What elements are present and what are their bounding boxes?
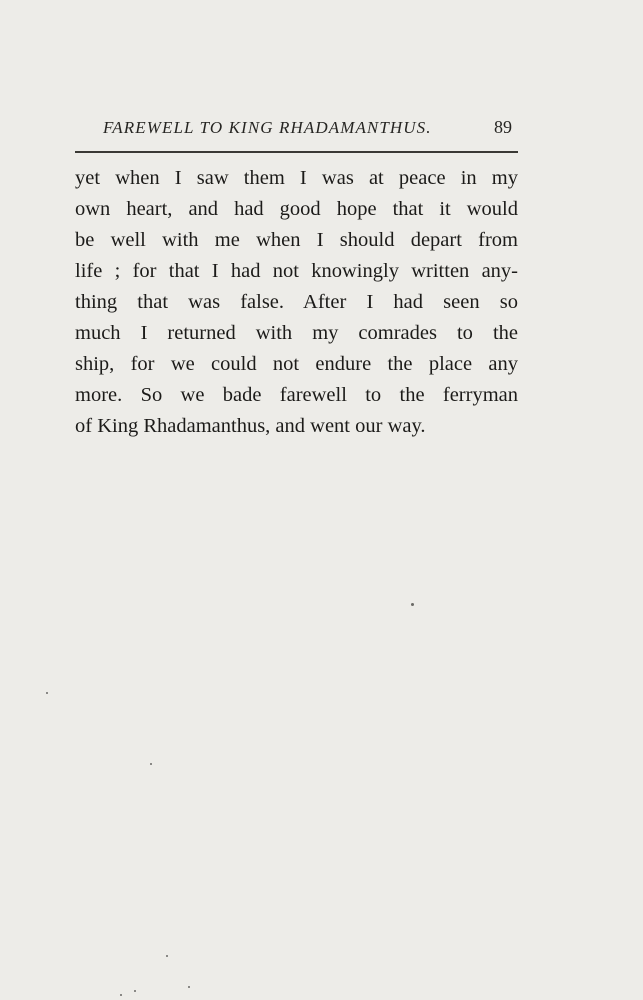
text-line: much I returned with my comrades to the [75,322,518,344]
paper-speck [120,994,122,996]
paper-speck [150,763,152,765]
text-line: more. So we bade farewell to the ferryman [75,384,518,406]
paper-speck [188,986,190,988]
header-rule [75,151,518,153]
paper-speck [46,692,48,694]
body-text [75,163,518,442]
text-line: thing that was false. After I had seen so [75,291,518,313]
page-number: 89 [494,117,512,137]
text-line: of King Rhadamanthus, and went our way. [75,415,426,437]
text-line: ship, for we could not endure the place any [75,353,518,375]
running-head: FAREWELL TO KING RHADAMANTHUS. [103,118,432,137]
paper-speck [134,990,136,992]
page-header [75,112,518,146]
text-line: own heart, and had good hope that it would [75,198,518,220]
text-line: be well with me when I should depart from [75,229,518,251]
text-line: life ; for that I had not knowingly written any- [75,260,518,282]
text-line: yet when I saw them I was at peace in my [75,167,518,189]
paper-speck [166,955,168,957]
paper-speck [411,603,414,606]
